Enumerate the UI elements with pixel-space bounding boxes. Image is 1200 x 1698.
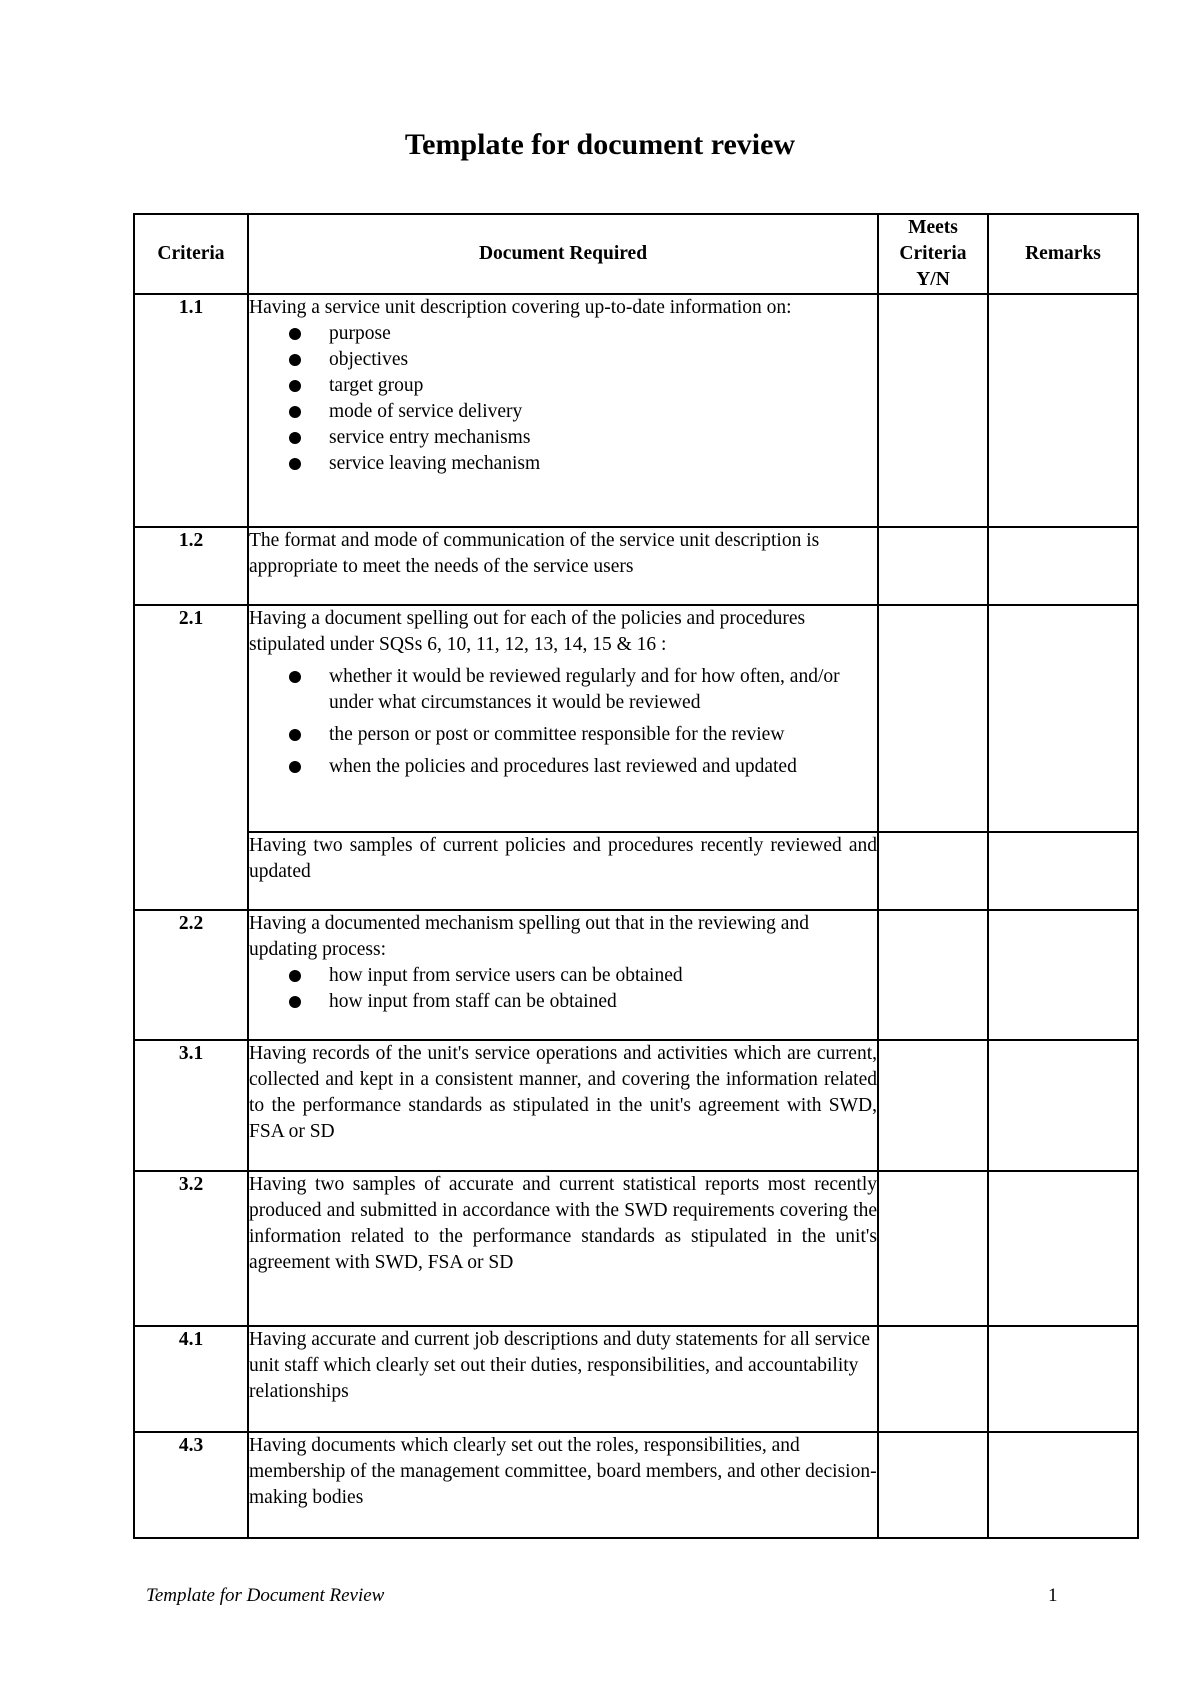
bullet-icon <box>289 671 301 683</box>
table-row <box>134 527 1138 605</box>
list-item: whether it would be reviewed regularly and for how often, and/or under what circumstances it would be reviewed <box>249 664 877 716</box>
list-item: mode of service delivery <box>249 399 877 425</box>
list-item: purpose <box>249 321 877 347</box>
review-table <box>133 213 1139 1539</box>
header-row <box>134 214 1138 294</box>
remarks-cell[interactable] <box>988 1040 1138 1171</box>
list-item: target group <box>249 373 877 399</box>
bullet-icon <box>289 380 301 392</box>
list-item: service leaving mechanism <box>249 451 877 477</box>
bullet-list <box>249 664 877 780</box>
list-item: when the policies and procedures last reviewed and updated <box>249 754 877 780</box>
document-required-cell <box>248 1171 878 1326</box>
bullet-icon <box>289 458 301 470</box>
footer-document-title: Template for Document Review <box>146 1585 385 1606</box>
requirement-text: Having a document spelling out for each of the policies and procedures stipulated under SQSs 6, 10, 11, 12, 13, 14, 15 & 16 : <box>249 608 806 655</box>
header-meets-line2: Criteria <box>899 243 967 264</box>
requirement-text: Having two samples of accurate and current statistical reports most recently produced and submitted in accordance with the SWD requirements covering the information related to the performance standards as stipulated in the unit's agreement with SWD, FSA or SD <box>249 1174 877 1273</box>
criteria-number: 2.2 <box>134 910 248 1040</box>
list-item: how input from staff can be obtained <box>249 989 877 1015</box>
requirement-text: The format and mode of communication of the service unit description is appropriate to meet the needs of the service users <box>249 530 820 577</box>
remarks-cell[interactable] <box>988 1326 1138 1432</box>
remarks-cell[interactable] <box>988 605 1138 832</box>
header-meets-line3: Y/N <box>916 269 950 290</box>
table-row <box>134 1171 1138 1326</box>
criteria-number: 4.3 <box>134 1432 248 1538</box>
bullet-list <box>249 321 877 477</box>
page-number: 1 <box>1048 1585 1058 1606</box>
table-row <box>134 1040 1138 1171</box>
table-row <box>134 1432 1138 1538</box>
meets-criteria-cell[interactable] <box>878 605 988 832</box>
remarks-cell[interactable] <box>988 294 1138 527</box>
document-required-cell <box>248 1432 878 1538</box>
remarks-cell[interactable] <box>988 832 1138 910</box>
remarks-cell[interactable] <box>988 527 1138 605</box>
document-required-cell <box>248 527 878 605</box>
meets-criteria-cell[interactable] <box>878 910 988 1040</box>
bullet-icon <box>289 406 301 418</box>
criteria-number: 1.1 <box>134 294 248 527</box>
document-required-cell <box>248 910 878 1040</box>
document-required-cell <box>248 605 878 832</box>
table-row <box>134 294 1138 527</box>
requirement-text: Having a service unit description covering up-to-date information on: <box>249 297 792 318</box>
list-item: the person or post or committee responsible for the review <box>249 722 877 748</box>
criteria-number: 3.2 <box>134 1171 248 1326</box>
requirement-text: Having records of the unit's service operations and activities which are current, collected and kept in a consistent manner, and covering the information related to the performance standards as stipulated in the unit's agreement with SWD, FSA or SD <box>249 1043 877 1142</box>
bullet-icon <box>289 432 301 444</box>
meets-criteria-cell[interactable] <box>878 1171 988 1326</box>
header-meets-criteria <box>878 214 988 294</box>
list-item: service entry mechanisms <box>249 425 877 451</box>
requirement-text: Having accurate and current job descriptions and duty statements for all service unit staff which clearly set out their duties, responsibilities, and accountability relationships <box>249 1329 871 1402</box>
page-title: Template for document review <box>404 128 796 161</box>
criteria-number: 1.2 <box>134 527 248 605</box>
meets-criteria-cell[interactable] <box>878 527 988 605</box>
bullet-icon <box>289 328 301 340</box>
meets-criteria-cell[interactable] <box>878 1326 988 1432</box>
list-item: how input from service users can be obtained <box>249 963 877 989</box>
header-criteria: Criteria <box>134 214 248 294</box>
bullet-icon <box>289 729 301 741</box>
criteria-number: 2.1 <box>134 605 248 910</box>
criteria-number: 4.1 <box>134 1326 248 1432</box>
criteria-number: 3.1 <box>134 1040 248 1171</box>
document-required-cell <box>248 832 878 910</box>
document-required-cell <box>248 1040 878 1171</box>
table-row <box>134 910 1138 1040</box>
requirement-text: Having two samples of current policies and procedures recently reviewed and updated <box>249 835 877 882</box>
table-row <box>134 605 1138 832</box>
requirement-text: Having a documented mechanism spelling out that in the reviewing and updating process: <box>249 913 809 960</box>
bullet-list <box>249 963 877 1015</box>
list-item: objectives <box>249 347 877 373</box>
meets-criteria-cell[interactable] <box>878 1432 988 1538</box>
remarks-cell[interactable] <box>988 1432 1138 1538</box>
remarks-cell[interactable] <box>988 910 1138 1040</box>
document-required-cell <box>248 1326 878 1432</box>
bullet-icon <box>289 970 301 982</box>
meets-criteria-cell[interactable] <box>878 1040 988 1171</box>
header-remarks: Remarks <box>988 214 1138 294</box>
document-required-cell <box>248 294 878 527</box>
table-row <box>134 1326 1138 1432</box>
bullet-icon <box>289 761 301 773</box>
header-meets-line1: Meets <box>908 217 958 238</box>
bullet-icon <box>289 996 301 1008</box>
requirement-text: Having documents which clearly set out the roles, responsibilities, and membership of the management committee, board members, and other decision-making bodies <box>249 1435 877 1508</box>
meets-criteria-cell[interactable] <box>878 294 988 527</box>
meets-criteria-cell[interactable] <box>878 832 988 910</box>
table-row <box>134 832 1138 910</box>
bullet-icon <box>289 354 301 366</box>
header-document-required: Document Required <box>248 214 878 294</box>
remarks-cell[interactable] <box>988 1171 1138 1326</box>
